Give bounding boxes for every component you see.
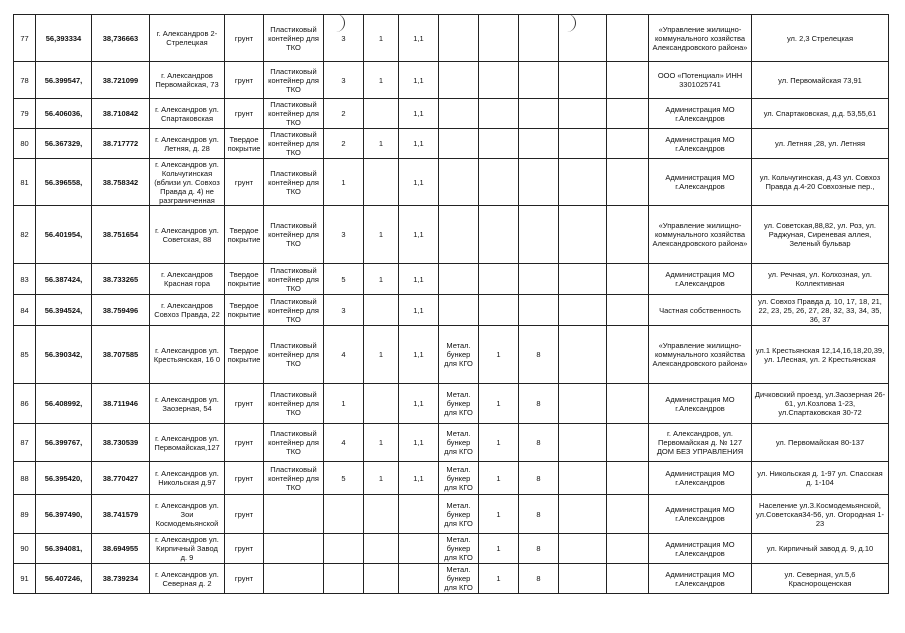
volume-cell: 1,1 <box>399 384 439 424</box>
longitude-cell: 38.711946 <box>92 384 150 424</box>
surface-cell: грунт <box>225 159 264 206</box>
extra-cell <box>559 462 607 495</box>
table-row <box>14 384 889 424</box>
extra-cell <box>559 15 607 62</box>
surface-cell: грунт <box>225 462 264 495</box>
latitude-cell: 56.406036, <box>36 99 92 129</box>
bulky-count-cell: 1 <box>479 495 519 534</box>
extra-cell <box>559 295 607 326</box>
address-cell: г. Александров ул. Северная д. 2 <box>150 564 225 594</box>
owner-cell: Администрация МО г.Александров <box>649 564 752 594</box>
container-count-cell: 2 <box>324 99 364 129</box>
table-row <box>14 564 889 594</box>
extra-cell-2 <box>607 206 649 264</box>
container-type-cell: Пластиковый контейнер для ТКО <box>264 206 324 264</box>
extra-cell-2 <box>607 495 649 534</box>
surface-cell: грунт <box>225 99 264 129</box>
bulky-count-cell: 1 <box>479 384 519 424</box>
served-objects-cell: Население ул.З.Космодемьянской, ул.Советская34-56, ул. Огородная 1-23 <box>752 495 889 534</box>
owner-cell: Администрация МО г.Александров <box>649 264 752 295</box>
row-number: 83 <box>14 264 36 295</box>
extra-cell-2 <box>607 129 649 159</box>
served-objects-cell: ул. Северная, ул.5,6 Краснорощенская <box>752 564 889 594</box>
bulky-volume-cell: 8 <box>519 495 559 534</box>
owner-cell: Администрация МО г.Александров <box>649 384 752 424</box>
address-cell: г. Александров ул. Заозерная, 54 <box>150 384 225 424</box>
extra-cell <box>559 384 607 424</box>
planned-count-cell: 1 <box>364 206 399 264</box>
bulky-volume-cell: 8 <box>519 424 559 462</box>
surface-cell: Твердое покрытие <box>225 264 264 295</box>
extra-cell-2 <box>607 384 649 424</box>
address-cell: г. Александров ул. Никольская д.97 <box>150 462 225 495</box>
bulky-volume-cell: 8 <box>519 564 559 594</box>
latitude-cell: 56.401954, <box>36 206 92 264</box>
served-objects-cell: ул. Совхоз Правда д. 10, 17, 18, 21, 22, 23, 25, 26, 27, 28, 32, 33, 34, 35, 36, 37 <box>752 295 889 326</box>
bulky-container-cell <box>439 15 479 62</box>
table-row <box>14 462 889 495</box>
bulky-count-cell <box>479 206 519 264</box>
container-type-cell: Пластиковый контейнер для ТКО <box>264 384 324 424</box>
container-type-cell: Пластиковый контейнер для ТКО <box>264 462 324 495</box>
extra-cell <box>559 62 607 99</box>
extra-cell-2 <box>607 99 649 129</box>
extra-cell-2 <box>607 534 649 564</box>
container-type-cell <box>264 534 324 564</box>
bulky-volume-cell <box>519 159 559 206</box>
bulky-container-cell: Метал. бункер для КГО <box>439 424 479 462</box>
longitude-cell: 38.730539 <box>92 424 150 462</box>
row-number: 89 <box>14 495 36 534</box>
volume-cell: 1,1 <box>399 15 439 62</box>
address-cell: г. Александров 2-Стрелецкая <box>150 15 225 62</box>
surface-cell: Твердое покрытие <box>225 295 264 326</box>
planned-count-cell <box>364 564 399 594</box>
container-count-cell <box>324 495 364 534</box>
planned-count-cell: 1 <box>364 62 399 99</box>
extra-cell-2 <box>607 326 649 384</box>
container-type-cell <box>264 564 324 594</box>
volume-cell <box>399 495 439 534</box>
served-objects-cell: ул. Кирпичный завод д. 9, д.10 <box>752 534 889 564</box>
planned-count-cell <box>364 159 399 206</box>
served-objects-cell: Дичковский проезд, ул.Заозерная 26-61, ул.Козлова 1-23, ул.Спартаковская 30-72 <box>752 384 889 424</box>
container-count-cell <box>324 564 364 594</box>
bulky-count-cell <box>479 295 519 326</box>
container-count-cell <box>324 534 364 564</box>
row-number: 88 <box>14 462 36 495</box>
table-row <box>14 99 889 129</box>
address-cell: г. Александров ул. Спартаковская <box>150 99 225 129</box>
bulky-volume-cell <box>519 264 559 295</box>
owner-cell: Администрация МО г.Александров <box>649 129 752 159</box>
extra-cell <box>559 424 607 462</box>
volume-cell: 1,1 <box>399 462 439 495</box>
address-cell: г. Александров ул. Первомайская,127 <box>150 424 225 462</box>
served-objects-cell: ул. Спартаковская, д.д. 53,55,61 <box>752 99 889 129</box>
bulky-container-cell: Метал. бункер для КГО <box>439 462 479 495</box>
bulky-container-cell: Метал. бункер для КГО <box>439 534 479 564</box>
owner-cell: Администрация МО г.Александров <box>649 99 752 129</box>
container-type-cell: Пластиковый контейнер для ТКО <box>264 326 324 384</box>
served-objects-cell: ул.1 Крестьянская 12,14,16,18,20,39, ул. 1Лесная, ул. 2 Крестьянская <box>752 326 889 384</box>
longitude-cell: 38.758342 <box>92 159 150 206</box>
extra-cell-2 <box>607 15 649 62</box>
row-number: 84 <box>14 295 36 326</box>
container-type-cell: Пластиковый контейнер для ТКО <box>264 295 324 326</box>
table-row <box>14 424 889 462</box>
longitude-cell: 38,736663 <box>92 15 150 62</box>
planned-count-cell <box>364 295 399 326</box>
extra-cell <box>559 206 607 264</box>
planned-count-cell: 1 <box>364 264 399 295</box>
row-number: 78 <box>14 62 36 99</box>
planned-count-cell: 1 <box>364 462 399 495</box>
row-number: 91 <box>14 564 36 594</box>
served-objects-cell: ул. Советская,88,82, ул. Роз, ул. Раджуная, Сиреневая аллея, Зеленый бульвар <box>752 206 889 264</box>
container-type-cell: Пластиковый контейнер для ТКО <box>264 159 324 206</box>
latitude-cell: 56.390342, <box>36 326 92 384</box>
volume-cell: 1,1 <box>399 326 439 384</box>
volume-cell: 1,1 <box>399 206 439 264</box>
latitude-cell: 56.367329, <box>36 129 92 159</box>
planned-count-cell <box>364 534 399 564</box>
extra-cell-2 <box>607 62 649 99</box>
longitude-cell: 38.707585 <box>92 326 150 384</box>
row-number: 85 <box>14 326 36 384</box>
bulky-volume-cell <box>519 295 559 326</box>
extra-cell <box>559 264 607 295</box>
container-type-cell <box>264 495 324 534</box>
longitude-cell: 38.751654 <box>92 206 150 264</box>
owner-cell: Администрация МО г.Александров <box>649 495 752 534</box>
latitude-cell: 56.397490, <box>36 495 92 534</box>
table-row <box>14 129 889 159</box>
extra-cell <box>559 99 607 129</box>
longitude-cell: 38.717772 <box>92 129 150 159</box>
longitude-cell: 38.733265 <box>92 264 150 295</box>
extra-cell <box>559 564 607 594</box>
bulky-count-cell: 1 <box>479 462 519 495</box>
served-objects-cell: ул. Первомайская 80-137 <box>752 424 889 462</box>
longitude-cell: 38.710842 <box>92 99 150 129</box>
bulky-volume-cell <box>519 15 559 62</box>
served-objects-cell: ул. Речная, ул. Колхозная, ул. Коллективная <box>752 264 889 295</box>
container-type-cell: Пластиковый контейнер для ТКО <box>264 99 324 129</box>
table-row <box>14 264 889 295</box>
latitude-cell: 56.394524, <box>36 295 92 326</box>
volume-cell <box>399 534 439 564</box>
bulky-container-cell: Метал. бункер для КГО <box>439 495 479 534</box>
container-count-cell: 5 <box>324 462 364 495</box>
planned-count-cell: 1 <box>364 15 399 62</box>
bulky-count-cell <box>479 15 519 62</box>
longitude-cell: 38.721099 <box>92 62 150 99</box>
table-row <box>14 295 889 326</box>
owner-cell: Администрация МО г.Александров <box>649 534 752 564</box>
surface-cell: грунт <box>225 62 264 99</box>
volume-cell: 1,1 <box>399 99 439 129</box>
extra-cell <box>559 159 607 206</box>
extra-cell-2 <box>607 295 649 326</box>
longitude-cell: 38.694955 <box>92 534 150 564</box>
bulky-count-cell <box>479 264 519 295</box>
row-number: 86 <box>14 384 36 424</box>
extra-cell <box>559 326 607 384</box>
latitude-cell: 56.387424, <box>36 264 92 295</box>
surface-cell: грунт <box>225 564 264 594</box>
extra-cell <box>559 129 607 159</box>
latitude-cell: 56.399767, <box>36 424 92 462</box>
extra-cell-2 <box>607 264 649 295</box>
longitude-cell: 38.741579 <box>92 495 150 534</box>
row-number: 82 <box>14 206 36 264</box>
latitude-cell: 56.395420, <box>36 462 92 495</box>
served-objects-cell: ул. Летняя ,28, ул. Летняя <box>752 129 889 159</box>
bulky-count-cell <box>479 62 519 99</box>
bulky-count-cell: 1 <box>479 424 519 462</box>
address-cell: г. Александров Первомайская, 73 <box>150 62 225 99</box>
extra-cell-2 <box>607 159 649 206</box>
latitude-cell: 56.407246, <box>36 564 92 594</box>
bulky-container-cell <box>439 129 479 159</box>
volume-cell <box>399 564 439 594</box>
longitude-cell: 38.759496 <box>92 295 150 326</box>
planned-count-cell <box>364 384 399 424</box>
container-type-cell: Пластиковый контейнер для ТКО <box>264 62 324 99</box>
latitude-cell: 56,393334 <box>36 15 92 62</box>
volume-cell: 1,1 <box>399 159 439 206</box>
row-number: 87 <box>14 424 36 462</box>
latitude-cell: 56.408992, <box>36 384 92 424</box>
planned-count-cell <box>364 495 399 534</box>
address-cell: г. Александров ул. Кирпичный Завод д. 9 <box>150 534 225 564</box>
table-row <box>14 206 889 264</box>
row-number: 81 <box>14 159 36 206</box>
volume-cell: 1,1 <box>399 295 439 326</box>
container-sites-table <box>13 14 889 594</box>
surface-cell: Твердое покрытие <box>225 326 264 384</box>
address-cell: г. Александров ул. Летняя, д. 28 <box>150 129 225 159</box>
volume-cell: 1,1 <box>399 264 439 295</box>
bulky-container-cell: Метал. бункер для КГО <box>439 564 479 594</box>
table-body <box>14 15 889 594</box>
surface-cell: грунт <box>225 424 264 462</box>
served-objects-cell: ул. Никольская д. 1-97 ул. Спасская д. 1-104 <box>752 462 889 495</box>
planned-count-cell: 1 <box>364 129 399 159</box>
row-number: 79 <box>14 99 36 129</box>
bulky-volume-cell: 8 <box>519 326 559 384</box>
container-type-cell: Пластиковый контейнер для ТКО <box>264 424 324 462</box>
surface-cell: Твердое покрытие <box>225 129 264 159</box>
bulky-container-cell <box>439 159 479 206</box>
volume-cell: 1,1 <box>399 424 439 462</box>
planned-count-cell <box>364 99 399 129</box>
address-cell: г. Александров ул. Советская, 88 <box>150 206 225 264</box>
container-count-cell: 3 <box>324 62 364 99</box>
container-count-cell: 3 <box>324 15 364 62</box>
bulky-count-cell: 1 <box>479 326 519 384</box>
bulky-count-cell <box>479 99 519 129</box>
row-number: 80 <box>14 129 36 159</box>
extra-cell <box>559 495 607 534</box>
container-count-cell: 1 <box>324 384 364 424</box>
bulky-volume-cell <box>519 99 559 129</box>
latitude-cell: 56.399547, <box>36 62 92 99</box>
table-row <box>14 159 889 206</box>
container-count-cell: 4 <box>324 326 364 384</box>
owner-cell: «Управление жилищно-коммунального хозяйства Александровского района» <box>649 326 752 384</box>
bulky-volume-cell <box>519 62 559 99</box>
volume-cell: 1,1 <box>399 62 439 99</box>
served-objects-cell: ул. Первомайская 73,91 <box>752 62 889 99</box>
served-objects-cell: ул. Кольчугинская, д.43 ул. Совхоз Правда д.4-20 Совхозные пер., <box>752 159 889 206</box>
address-cell: г. Александров Совхоз Правда, 22 <box>150 295 225 326</box>
bulky-container-cell <box>439 99 479 129</box>
container-count-cell: 5 <box>324 264 364 295</box>
address-cell: г. Александров Красная гора <box>150 264 225 295</box>
table-row <box>14 62 889 99</box>
latitude-cell: 56.396558, <box>36 159 92 206</box>
container-count-cell: 3 <box>324 206 364 264</box>
address-cell: г. Александров ул. Кольчугинская (вблизи ул. Совхоз Правда д. 4) не разграниченная <box>150 159 225 206</box>
owner-cell: г. Александров, ул. Первомайская д. № 127 ДОМ БЕЗ УПРАВЛЕНИЯ <box>649 424 752 462</box>
bulky-container-cell <box>439 295 479 326</box>
bulky-count-cell <box>479 129 519 159</box>
volume-cell: 1,1 <box>399 129 439 159</box>
bulky-volume-cell: 8 <box>519 462 559 495</box>
owner-cell: «Управление жилищно-коммунального хозяйства Александровского района» <box>649 206 752 264</box>
surface-cell: грунт <box>225 384 264 424</box>
container-count-cell: 3 <box>324 295 364 326</box>
bulky-container-cell <box>439 62 479 99</box>
owner-cell: Администрация МО г.Александров <box>649 462 752 495</box>
extra-cell <box>559 534 607 564</box>
container-count-cell: 2 <box>324 129 364 159</box>
container-type-cell: Пластиковый контейнер для ТКО <box>264 15 324 62</box>
planned-count-cell: 1 <box>364 424 399 462</box>
row-number: 77 <box>14 15 36 62</box>
table-row <box>14 326 889 384</box>
surface-cell: грунт <box>225 15 264 62</box>
bulky-volume-cell: 8 <box>519 384 559 424</box>
owner-cell: Частная собственность <box>649 295 752 326</box>
extra-cell-2 <box>607 424 649 462</box>
address-cell: г. Александров ул. Зои Космодемьянской <box>150 495 225 534</box>
bulky-container-cell: Метал. бункер для КГО <box>439 384 479 424</box>
served-objects-cell: ул. 2,3 Стрелецкая <box>752 15 889 62</box>
container-type-cell: Пластиковый контейнер для ТКО <box>264 129 324 159</box>
surface-cell: грунт <box>225 495 264 534</box>
container-count-cell: 1 <box>324 159 364 206</box>
planned-count-cell: 1 <box>364 326 399 384</box>
bulky-count-cell: 1 <box>479 534 519 564</box>
bulky-volume-cell <box>519 129 559 159</box>
bulky-count-cell: 1 <box>479 564 519 594</box>
bulky-container-cell <box>439 206 479 264</box>
table-row <box>14 534 889 564</box>
address-cell: г. Александров ул. Крестьянская, 16 0 <box>150 326 225 384</box>
longitude-cell: 38.770427 <box>92 462 150 495</box>
extra-cell-2 <box>607 564 649 594</box>
surface-cell: Твердое покрытие <box>225 206 264 264</box>
bulky-count-cell <box>479 159 519 206</box>
owner-cell: ООО «Потенциал» ИНН 3301025741 <box>649 62 752 99</box>
container-count-cell: 4 <box>324 424 364 462</box>
row-number: 90 <box>14 534 36 564</box>
extra-cell-2 <box>607 462 649 495</box>
bulky-volume-cell <box>519 206 559 264</box>
surface-cell: грунт <box>225 534 264 564</box>
bulky-volume-cell: 8 <box>519 534 559 564</box>
latitude-cell: 56.394081, <box>36 534 92 564</box>
table-row <box>14 15 889 62</box>
longitude-cell: 38.739234 <box>92 564 150 594</box>
owner-cell: Администрация МО г.Александров <box>649 159 752 206</box>
table-row <box>14 495 889 534</box>
owner-cell: «Управление жилищно-коммунального хозяйства Александровского района» <box>649 15 752 62</box>
bulky-container-cell: Метал. бункер для КГО <box>439 326 479 384</box>
container-type-cell: Пластиковый контейнер для ТКО <box>264 264 324 295</box>
bulky-container-cell <box>439 264 479 295</box>
